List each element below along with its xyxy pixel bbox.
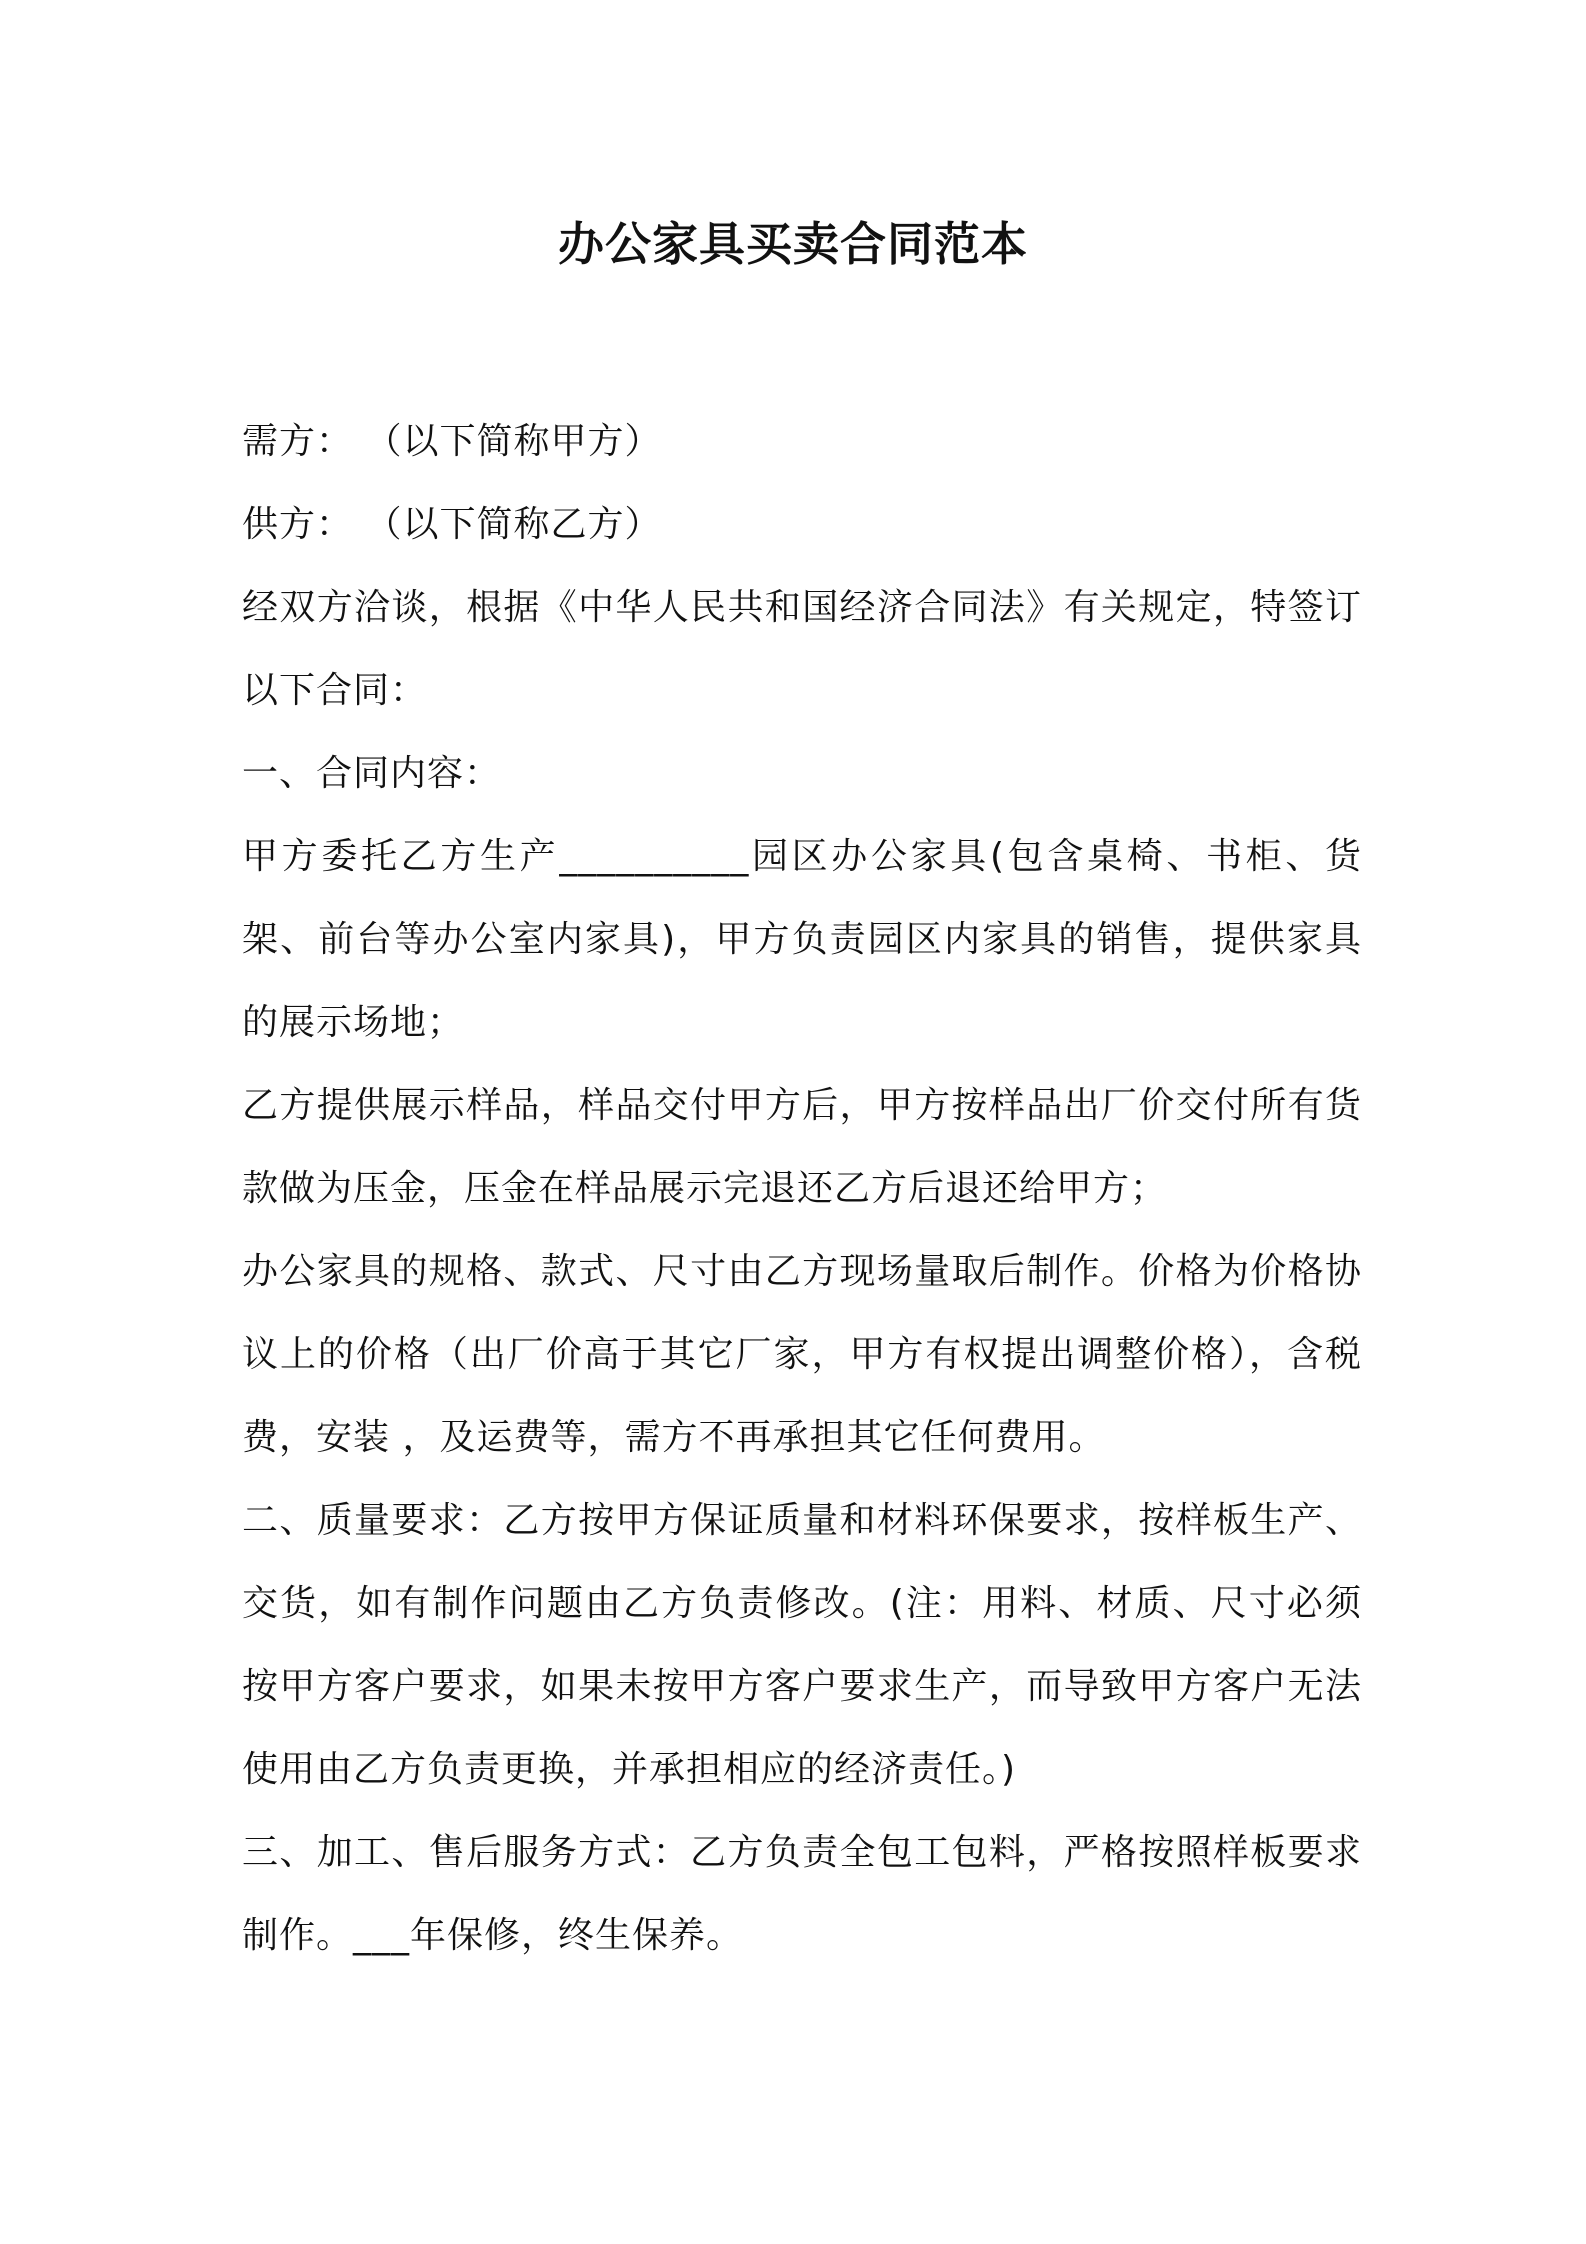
- section-heading-contract-content: 一、合同内容：: [242, 753, 502, 794]
- paragraph-samples: 乙方提供展示样品，样品交付甲方后，甲方按样品出厂价交付所有货款做为压金，压金在样品展示完退还乙方后退还给甲方；: [242, 1085, 1362, 1209]
- document-title: 办公家具买卖合同范本: [558, 217, 1028, 271]
- paragraph-commission: 甲方委托乙方生产__________园区办公家具(包含桌椅、书柜、货架、前台等办公室内家具)，甲方负责园区内家具的销售，提供家具的展示场地；: [242, 836, 1362, 1043]
- paragraph-preamble: 经双方洽谈，根据《中华人民共和国经济合同法》有关规定，特签订以下合同：: [242, 587, 1362, 711]
- section-quality-requirements: 二、质量要求：乙方按甲方保证质量和材料环保要求，按样板生产、交货，如有制作问题由乙方负责修改。(注：用料、材质、尺寸必须按甲方客户要求，如果未按甲方客户要求生产，而导致甲方客户无法使用由乙方负责更换，并承担相应的经济责任。): [242, 1500, 1362, 1790]
- paragraph-buyer: 需方： （以下简称甲方）: [242, 421, 662, 462]
- document-body: [242, 400, 1362, 1977]
- paragraph-specs-price: 办公家具的规格、款式、尺寸由乙方现场量取后制作。价格为价格协议上的价格（出厂价高于其它厂家，甲方有权提出调整价格），含税费，安装 ，及运费等，需方不再承担其它任何费用。: [242, 1251, 1362, 1458]
- paragraph-seller: 供方： （以下简称乙方）: [242, 504, 662, 545]
- section-service-terms: 三、加工、售后服务方式：乙方负责全包工包料，严格按照样板要求制作。___年保修，终生保养。: [242, 1832, 1362, 1956]
